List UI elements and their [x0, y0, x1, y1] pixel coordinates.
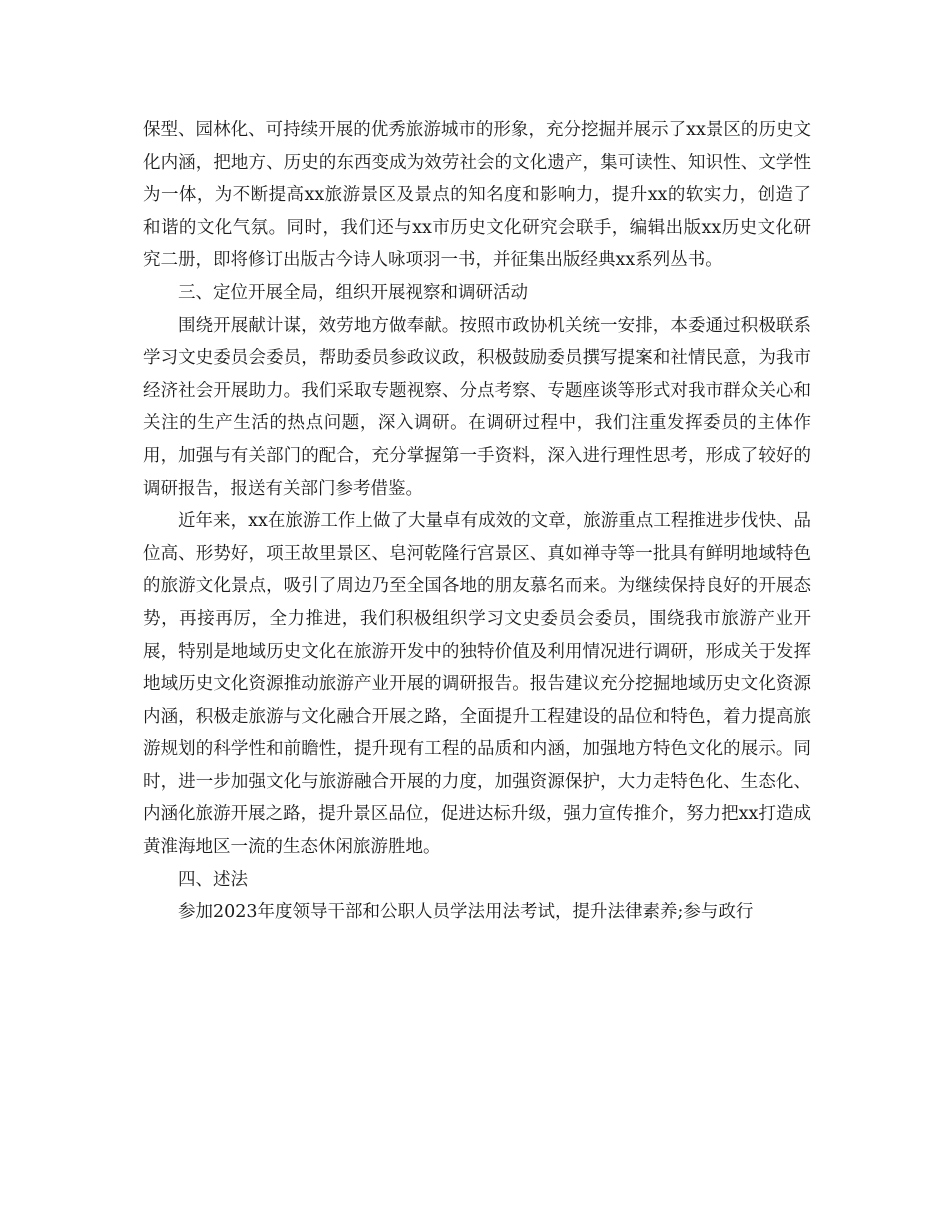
document-body: [143, 114, 811, 929]
section-heading-three: 三、定位开展全局，组织开展视察和调研活动: [178, 282, 528, 303]
paragraph-tourism-work: 近年来，xx在旅游工作上做了大量卓有成效的文章，旅游重点工程推进步伐快、品位高、形势好，项王故里景区、皂河乾隆行宫景区、真如禅寺等一批具有鲜明地域特色的旅游文化景点，吸引了周边乃至全国各地的朋友慕名而来。为继续保持良好的开展态势，再接再厉，全力推进，我们积极组织学习文史委员会委员，围绕我市旅游产业开展，特别是地域历史文化在旅游开发中的独特价值及利用情况进行调研，形成关于发挥地域历史文化资源推动旅游产业开展的调研报告。报告建议充分挖掘地域历史文化资源内涵，积极走旅游与文化融合开展之路，全面提升工程建设的品位和特色，着力提高旅游规划的科学性和前瞻性，提升现有工程的品质和内涵，加强地方特色文化的展示。同时，进一步加强文化与旅游融合开展的力度，加强资源保护，大力走特色化、生态化、内涵化旅游开展之路，提升景区品位，促进达标升级，强力宣传推介，努力把xx打造成黄淮海地区一流的生态休闲旅游胜地。: [143, 511, 811, 858]
paragraph-continued-intro: 保型、园林化、可持续开展的优秀旅游城市的形象，充分挖掘并展示了xx景区的历史文化内涵，把地方、历史的东西变成为效劳社会的文化遗产，集可读性、知识性、文学性为一体，为不断提高xx旅游景区及景点的知名度和影响力，提升xx的软实力，创造了和谐的文化气氛。同时，我们还与xx市历史文化研究会联手，编辑出版xx历史文化研究二册，即将修订出版古今诗人咏项羽一书，并征集出版经典xx系列丛书。: [143, 120, 811, 271]
paragraph-research-activities: 围绕开展献计谋，效劳地方做奉献。按照市政协机关统一安排，本委通过积极联系学习文史委员会委员，帮助委员参政议政，积极鼓励委员撰写提案和社情民意，为我市经济社会开展助力。我们采取专题视察、分点考察、专题座谈等形式对我市群众关心和关注的生产生活的热点问题，深入调研。在调研过程中，我们注重发挥委员的主体作用，加强与有关部门的配合，充分掌握第一手资料，深入进行理性思考，形成了较好的调研报告，报送有关部门参考借鉴。: [143, 315, 811, 499]
paragraph-law-study: 参加2023年度领导干部和公职人员学法用法考试，提升法律素养;参与政行: [178, 902, 754, 923]
section-heading-four: 四、述法: [178, 869, 248, 890]
